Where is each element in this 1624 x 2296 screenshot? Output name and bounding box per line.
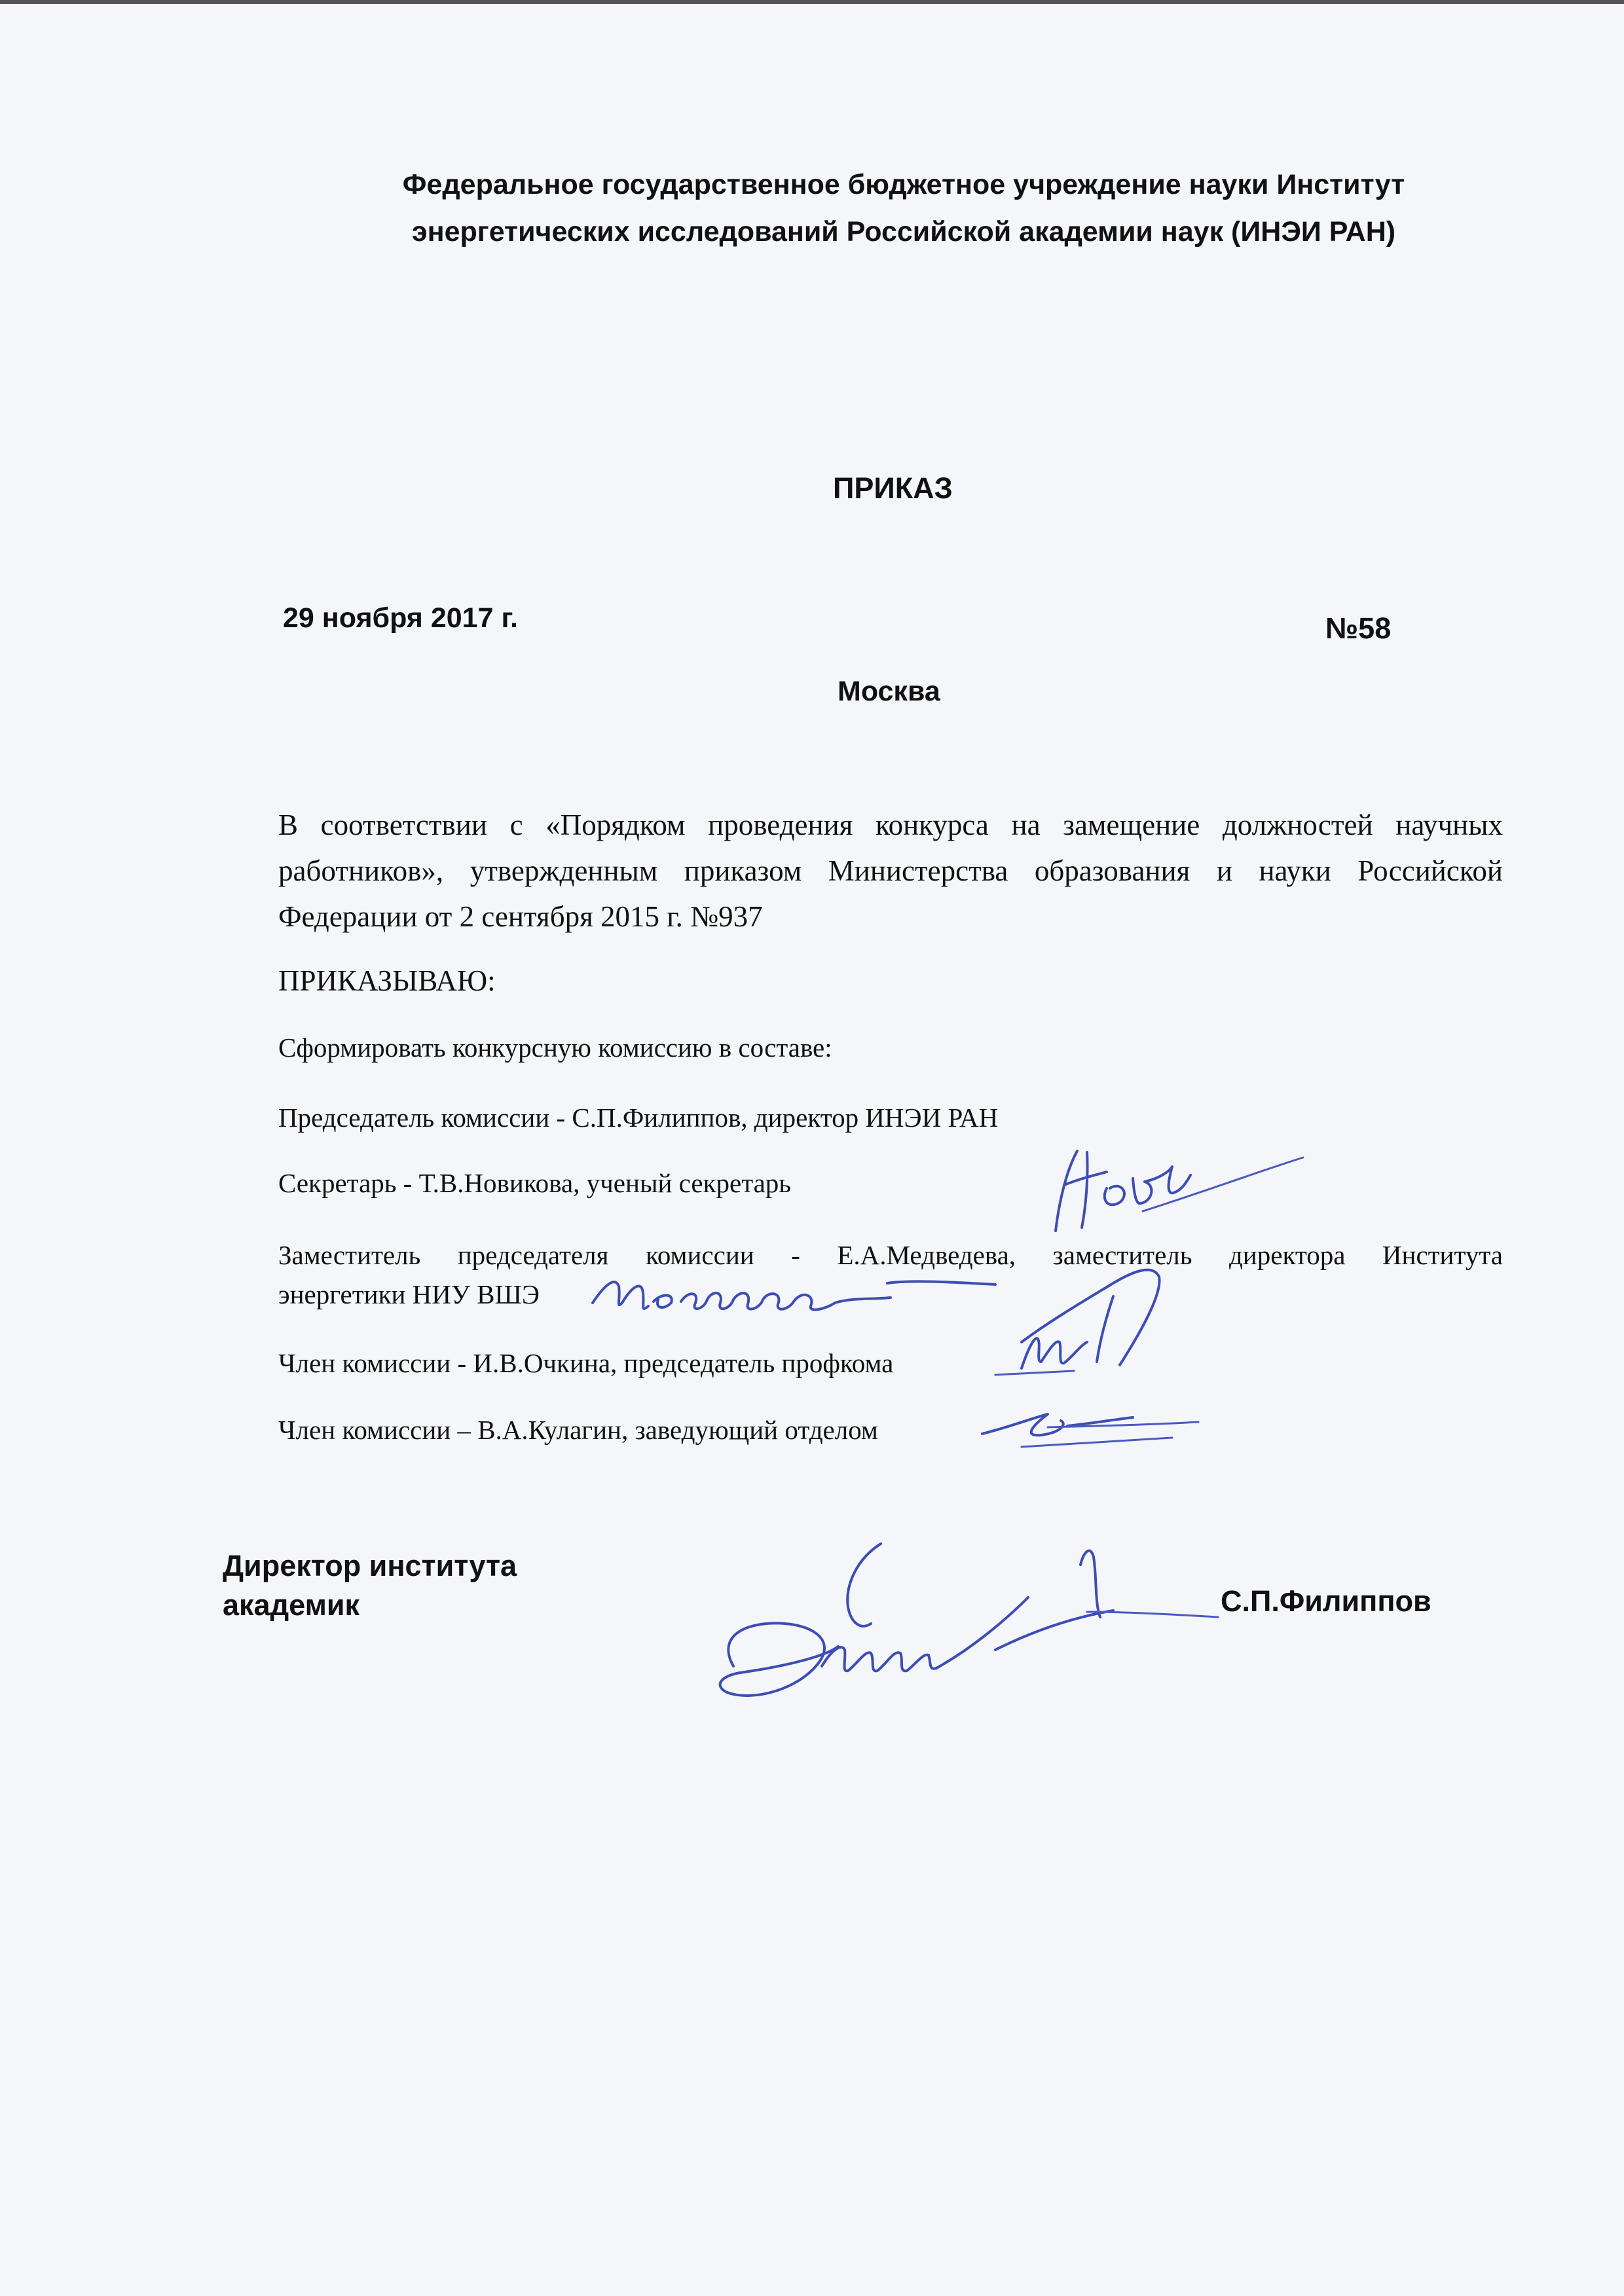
signature-novikova — [1056, 1151, 1303, 1231]
intro-line: работников», утвержденным приказом Министерства образования и науки Российской — [278, 854, 1503, 887]
document-number: №58 — [1325, 611, 1392, 645]
document-date: 29 ноября 2017 г. — [283, 602, 518, 634]
deputy-line-2: энергетики НИУ ВШЭ — [278, 1279, 540, 1309]
commission-member-1: Член комиссии - И.В.Очкина, председатель профкома — [278, 1348, 894, 1378]
commission-intro: Сформировать конкурсную комиссию в составе: — [278, 1032, 832, 1063]
director-title — [223, 1546, 517, 1625]
signature-ochkina — [995, 1338, 1087, 1375]
institution-header — [288, 161, 1519, 255]
deputy-line-1: Заместитель председателя комиссии - Е.А.Медведева, заместитель директора Института — [278, 1240, 1503, 1270]
signature-kulagin — [982, 1414, 1198, 1447]
institution-line-2: энергетических исследований Российской академии наук (ИНЭИ РАН) — [411, 216, 1396, 247]
director-name: С.П.Филиппов — [1221, 1584, 1431, 1618]
commission-deputy — [278, 1235, 1503, 1314]
commission-chair: Председатель комиссии - С.П.Филиппов, директор ИНЭИ РАН — [278, 1102, 999, 1133]
order-word: ПРИКАЗЫВАЮ: — [278, 964, 496, 997]
intro-paragraph — [278, 802, 1503, 939]
intro-line: В соответствии с «Порядком проведения конкурса на замещение должностей научных — [278, 809, 1503, 841]
signature-filippov — [720, 1544, 1218, 1696]
director-title-line-1: Директор института — [223, 1549, 517, 1582]
director-title-line-2: академик — [223, 1588, 360, 1622]
commission-member-2: Член комиссии – В.А.Кулагин, заведующий отделом — [278, 1415, 878, 1445]
intro-line: Федерации от 2 сентября 2015 г. №937 — [278, 900, 763, 933]
document-city: Москва — [838, 676, 940, 707]
commission-secretary: Секретарь - Т.В.Новикова, ученый секретарь — [278, 1168, 792, 1198]
scan-edge — [0, 0, 1624, 4]
institution-line-1: Федеральное государственное бюджетное учреждение науки Институт — [402, 169, 1405, 200]
document-title: ПРИКАЗ — [833, 471, 953, 505]
